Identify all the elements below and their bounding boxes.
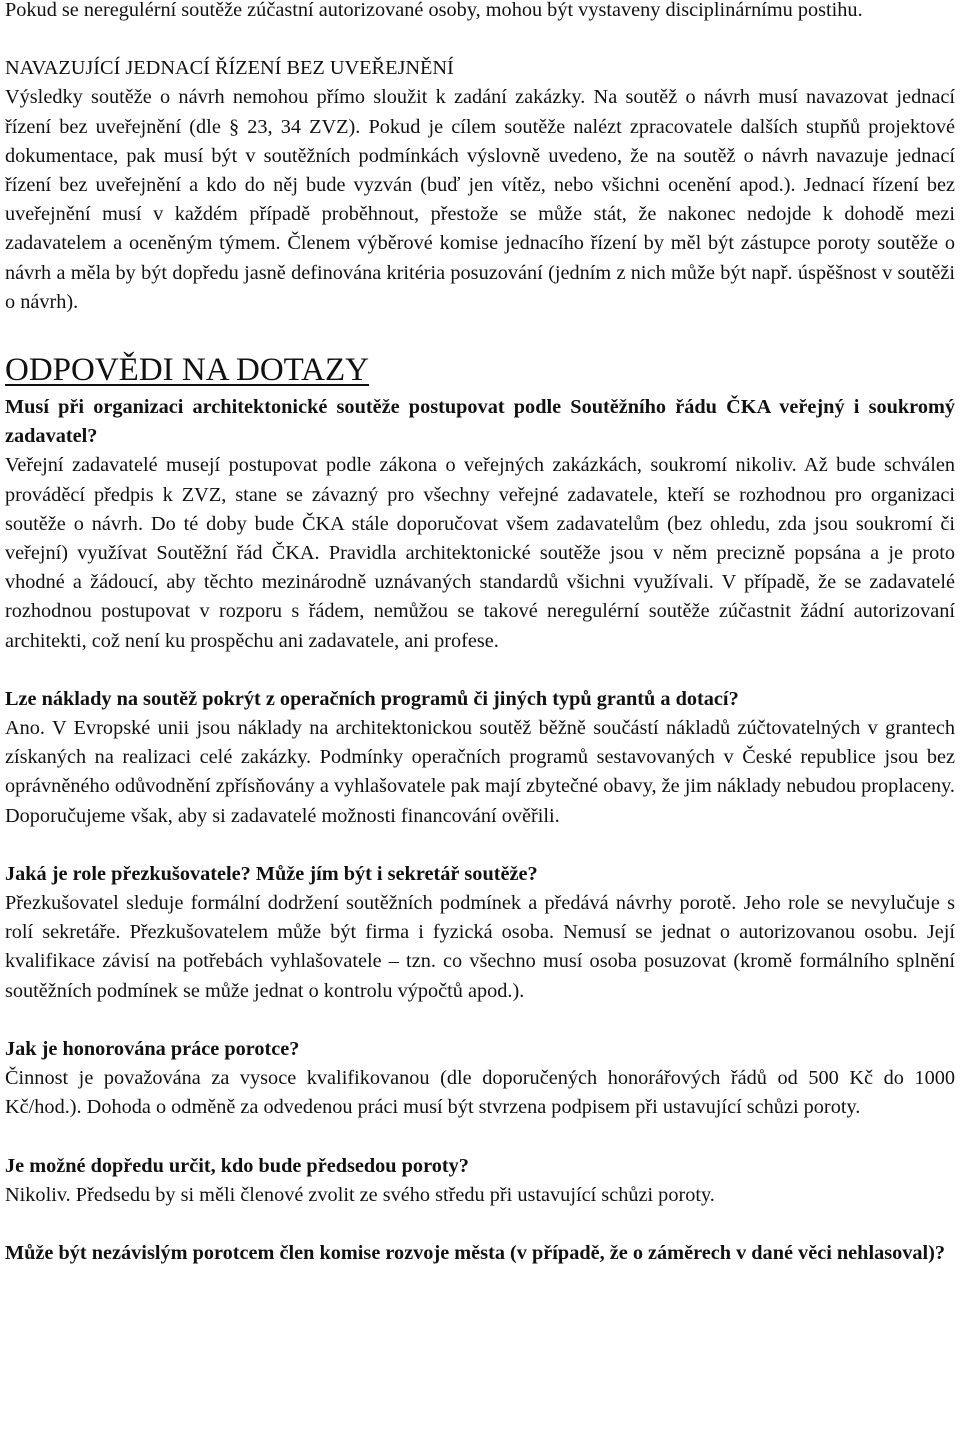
faq-question: Je možné dopředu určit, kdo bude předsedou poroty?	[5, 1154, 469, 1177]
faq-item	[5, 1035, 955, 1123]
faq-item	[5, 1152, 955, 1210]
faq-item	[5, 393, 955, 656]
faq-question: Lze náklady na soutěž pokrýt z operačních programů či jiných typů grantů a dotací?	[5, 687, 739, 710]
section-body-negotiated-procedure: Výsledky soutěže o návrh nemohou přímo sloužit k zadání zakázky. Na soutěž o návrh musí navazovat jednací řízení bez uveřejnění (dle § 23, 34 ZVZ). Pokud je cílem soutěže nalézt zpracovatele dalších stupňů projektové dokumentace, pak musí být v soutěžních podmínkách výslovně uvedeno, že na soutěž o návrh navazuje jednací řízení bez uveřejnění a kdo do něj bude vyzván (buď jen vítěz, nebo všichni ocenění apod.). Jednací řízení bez uveřejnění musí v každém případě proběhnout, přestože se může stát, že nakonec nedojde k dohodě mezi zadavatelem a oceněným týmem. Členem výběrové komise jednacího řízení by měl být zástupce poroty soutěže o návrh a měla by být dopředu jasně definována kritéria posuzování (jedním z nich může být např. úspěšnost v soutěži o návrh).	[5, 86, 955, 313]
faq-answer: Ano. V Evropské unii jsou náklady na architektonickou soutěž běžně součástí nákladů zúčtovatelných v grantech získaných na realizaci celé zakázky. Podmínky operačních programů sestavovaných v České republice jsou bez oprávněného odůvodnění zpřísňovány a vyhlašovatele pak mají zbytečné obavy, že jim náklady nebudou proplaceny. Doporučujeme však, aby si zadavatelé možnosti financování ověřili.	[5, 717, 955, 827]
faq-item	[5, 685, 955, 831]
faq-item	[5, 860, 955, 1006]
faq-heading: ODPOVĚDI NA DOTAZY	[5, 352, 369, 389]
faq-answer: Veřejní zadavatelé musejí postupovat podle zákona o veřejných zakázkách, soukromí nikoliv. Až bude schválen prováděcí předpis k ZVZ, stane se závazný pro všechny veřejné zadavatele, kteří se rozhodnou pro organizaci soutěže o návrh. Do té doby bude ČKA stále doporučovat všem zadavatelům (bez ohledu, zda jsou soukromí či veřejní) využívat Soutěžní řád ČKA. Pravidla architektonické soutěže jsou v něm precizně popsána a je proto vhodné a žádoucí, aby těchto mezinárodně uznávaných standardů všichni využívali. V případě, že se zadavatelé rozhodnou postupovat v rozporu s řádem, nemůžou se takové neregulérní soutěže zúčastnit žádní autorizovaní architekti, což není ku prospěchu ani zadavatele, ani profese.	[5, 454, 955, 652]
faq-item	[5, 1239, 955, 1268]
faq-question: Může být nezávislým porotcem člen komise rozvoje města (v případě, že o záměrech v dané věci nehlasoval)?	[5, 1241, 946, 1264]
faq-question: Jak je honorována práce porotce?	[5, 1037, 300, 1060]
faq-question: Jaká je role přezkušovatele? Může jím být i sekretář soutěže?	[5, 862, 538, 885]
faq-answer: Nikoliv. Předsedu by si měli členové zvolit ze svého středu při ustavující schůzi poroty.	[5, 1183, 715, 1206]
section-heading-negotiated-procedure: NAVAZUJÍCÍ JEDNACÍ ŘÍZENÍ BEZ UVEŘEJNĚNÍ	[5, 57, 454, 80]
faq-answer: Činnost je považována za vysoce kvalifikovanou (dle doporučených honorářových řádů od 500 Kč do 1000 Kč/hod.). Dohoda o odměně za odvedenou práci musí být stvrzena podpisem při ustavující schůzi poroty.	[5, 1067, 955, 1119]
intro-paragraph: Pokud se neregulérní soutěže zúčastní autorizované osoby, mohou být vystaveny disciplinárnímu postihu.	[5, 0, 863, 21]
faq-question: Musí při organizaci architektonické soutěže postupovat podle Soutěžního řádu ČKA veřejný i soukromý zadavatel?	[5, 396, 955, 448]
faq-answer: Přezkušovatel sleduje formální dodržení soutěžních podmínek a předává návrhy porotě. Jeho role se nevylučuje s rolí sekretáře. Přezkušovatelem může být firma i fyzická osoba. Nemusí se jednat o autorizovanou osobu. Její kvalifikace závisí na potřebách vyhlašovatele – tzn. co všechno musí osoba posuzovat (kromě formálního splnění soutěžních podmínek se může jednat o kontrolu výpočtů apod.).	[5, 892, 955, 1002]
